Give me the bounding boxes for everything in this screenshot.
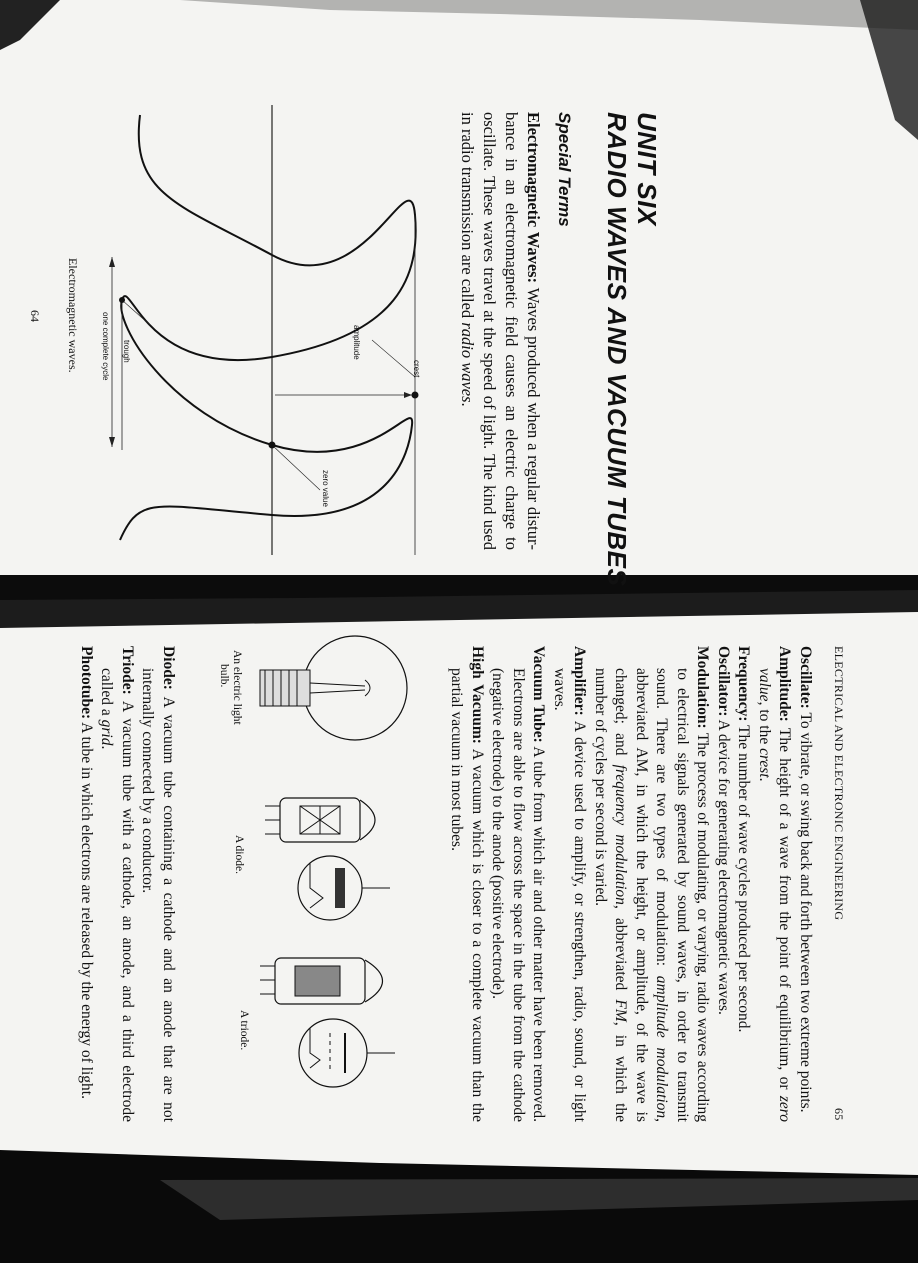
- running-head: ELECTRICAL AND ELECTRONIC ENGINEERING: [832, 646, 846, 921]
- term-amplitude: Amplitude:: [776, 646, 794, 722]
- intro-paragraph: [456, 112, 544, 550]
- text-amplitude-i1: zero value: [756, 668, 794, 1122]
- term-triode: Triode:: [119, 646, 136, 695]
- text-triode-i: grid: [98, 719, 116, 746]
- text-modulation-3: , abbreviated: [612, 904, 630, 991]
- page-number-65: 65: [832, 1108, 846, 1121]
- caption-bulb: [217, 650, 243, 725]
- term-high-vacuum: High Vacuum:: [469, 646, 486, 744]
- term-oscillator: Oscillator:: [715, 646, 732, 717]
- def-phototube: [76, 646, 97, 1122]
- text-oscillate: To vibrate, or swing back and forth between two extreme points.: [797, 712, 814, 1113]
- unit-title: UNIT SIX: [632, 112, 662, 226]
- text-amplifier: A device used to amplify, or strengthen, radio, sound, or light waves.: [551, 668, 589, 1122]
- text-high-vacuum: A vacuum which is closer to a complete vacuum than the partial vacuum in most tubes.: [448, 668, 486, 1122]
- text-amplitude-i2: crest: [756, 748, 773, 778]
- zero-point: [269, 442, 276, 449]
- text-modulation-1: The process of modulating, or varying, radio waves according to electrical signals generated by sound waves, in order to transmit sound. There are two types of modulation:: [653, 668, 712, 1122]
- cycle-arrow-top: [109, 257, 115, 267]
- def-oscillate: [795, 646, 816, 1122]
- intro-text: Waves produced when a regular disturbance in an electromagnetic field causes an electric charge to oscillate. These waves travel at the speed of light. The kind used in radio transmission are called: [458, 112, 543, 551]
- wave-curve: [120, 115, 416, 540]
- text-triode-end: .: [98, 745, 116, 750]
- label-zero-value: zero value: [321, 470, 330, 507]
- term-frequency: Frequency:: [735, 646, 753, 722]
- definitions-block-1: [446, 646, 815, 1122]
- term-vacuum-tube: Vacuum Tube:: [530, 646, 548, 743]
- caption-diode: A diode.: [233, 835, 245, 874]
- caption-bulb-line1: An electric light: [231, 650, 243, 725]
- def-diode: [137, 646, 178, 1122]
- label-amplitude: amplitude: [352, 325, 361, 360]
- caption-bulb-line2: bulb.: [218, 664, 230, 688]
- def-amplitude: [754, 646, 795, 1122]
- light-bulb-drawing: [260, 636, 407, 740]
- section-heading: Special Terms: [555, 112, 574, 227]
- definitions-block-2: [76, 646, 179, 1122]
- label-crest: crest: [412, 360, 421, 378]
- text-vacuum-tube: A tube from which air and other matter have been removed. Electrons are able to flow across the space in the tube from the cathode (negative electrode) to the anode (positive electrode).: [489, 668, 548, 1122]
- term-phototube: Phototube:: [78, 646, 95, 720]
- text-amplitude-end: .: [756, 777, 773, 782]
- text-diode: A vacuum tube containing a cathode and an anode that are not internally connected by a conductor.: [139, 668, 177, 1122]
- intro-end: .: [458, 402, 477, 407]
- diode-drawing: [265, 798, 390, 920]
- def-triode: [96, 646, 137, 1122]
- diagram-caption: Electromagnetic waves.: [66, 258, 80, 373]
- def-amplifier: [549, 646, 590, 1122]
- text-modulation-2: , abbreviated AM, in which the height, or amplitude, of the wave is changed; and: [612, 668, 671, 1123]
- text-modulation-i2: frequency modulation: [612, 764, 630, 905]
- label-trough: trough: [122, 340, 131, 363]
- page-number-64: 64: [28, 310, 42, 322]
- text-modulation-i1: amplitude modulation: [653, 975, 671, 1119]
- cycle-arrow-bottom: [109, 437, 115, 447]
- trough-pointer: [122, 300, 150, 325]
- def-vacuum-tube: [487, 646, 549, 1122]
- def-high-vacuum: [446, 646, 487, 1122]
- amplitude-arrowhead: [404, 392, 412, 398]
- unit-subtitle: RADIO WAVES AND VACUUM TUBES: [602, 112, 632, 587]
- intro-italic: radio waves: [458, 322, 477, 403]
- text-phototube: A tube in which electrons are released by the energy of light.: [78, 722, 95, 1099]
- caption-triode: A triode.: [238, 1010, 250, 1051]
- label-one-complete-cycle: one complete cycle: [101, 312, 110, 381]
- text-triode: A vacuum tube with a cathode, an anode, and a third electrode called a: [98, 668, 136, 1122]
- crest-point: [412, 392, 419, 399]
- crest-pointer: [372, 340, 415, 377]
- text-modulation-i3: FM: [612, 999, 630, 1022]
- def-frequency: [733, 646, 754, 1122]
- triode-drawing: [260, 958, 395, 1087]
- def-oscillator: [713, 646, 734, 1122]
- term-diode: Diode:: [160, 646, 177, 690]
- trough-point: [119, 297, 125, 303]
- text-frequency: The number of wave cycles produced per second.: [735, 725, 753, 1033]
- wave-diagram: [60, 95, 460, 555]
- term-oscillate: Oscillate:: [797, 646, 814, 709]
- text-modulation-4: , in which the number of cycles per second is varied.: [592, 668, 630, 1123]
- intro-term: Electromagnetic Waves:: [524, 112, 543, 284]
- def-modulation: [590, 646, 713, 1122]
- text-amplitude-mid: , to the: [756, 701, 773, 745]
- text-oscillator: A device for generating electromagnetic waves.: [715, 719, 732, 1015]
- term-amplifier: Amplifier:: [571, 646, 589, 716]
- text-amplitude: The height of a wave from the point of equilibrium, or: [776, 727, 794, 1090]
- term-modulation: Modulation:: [694, 646, 712, 729]
